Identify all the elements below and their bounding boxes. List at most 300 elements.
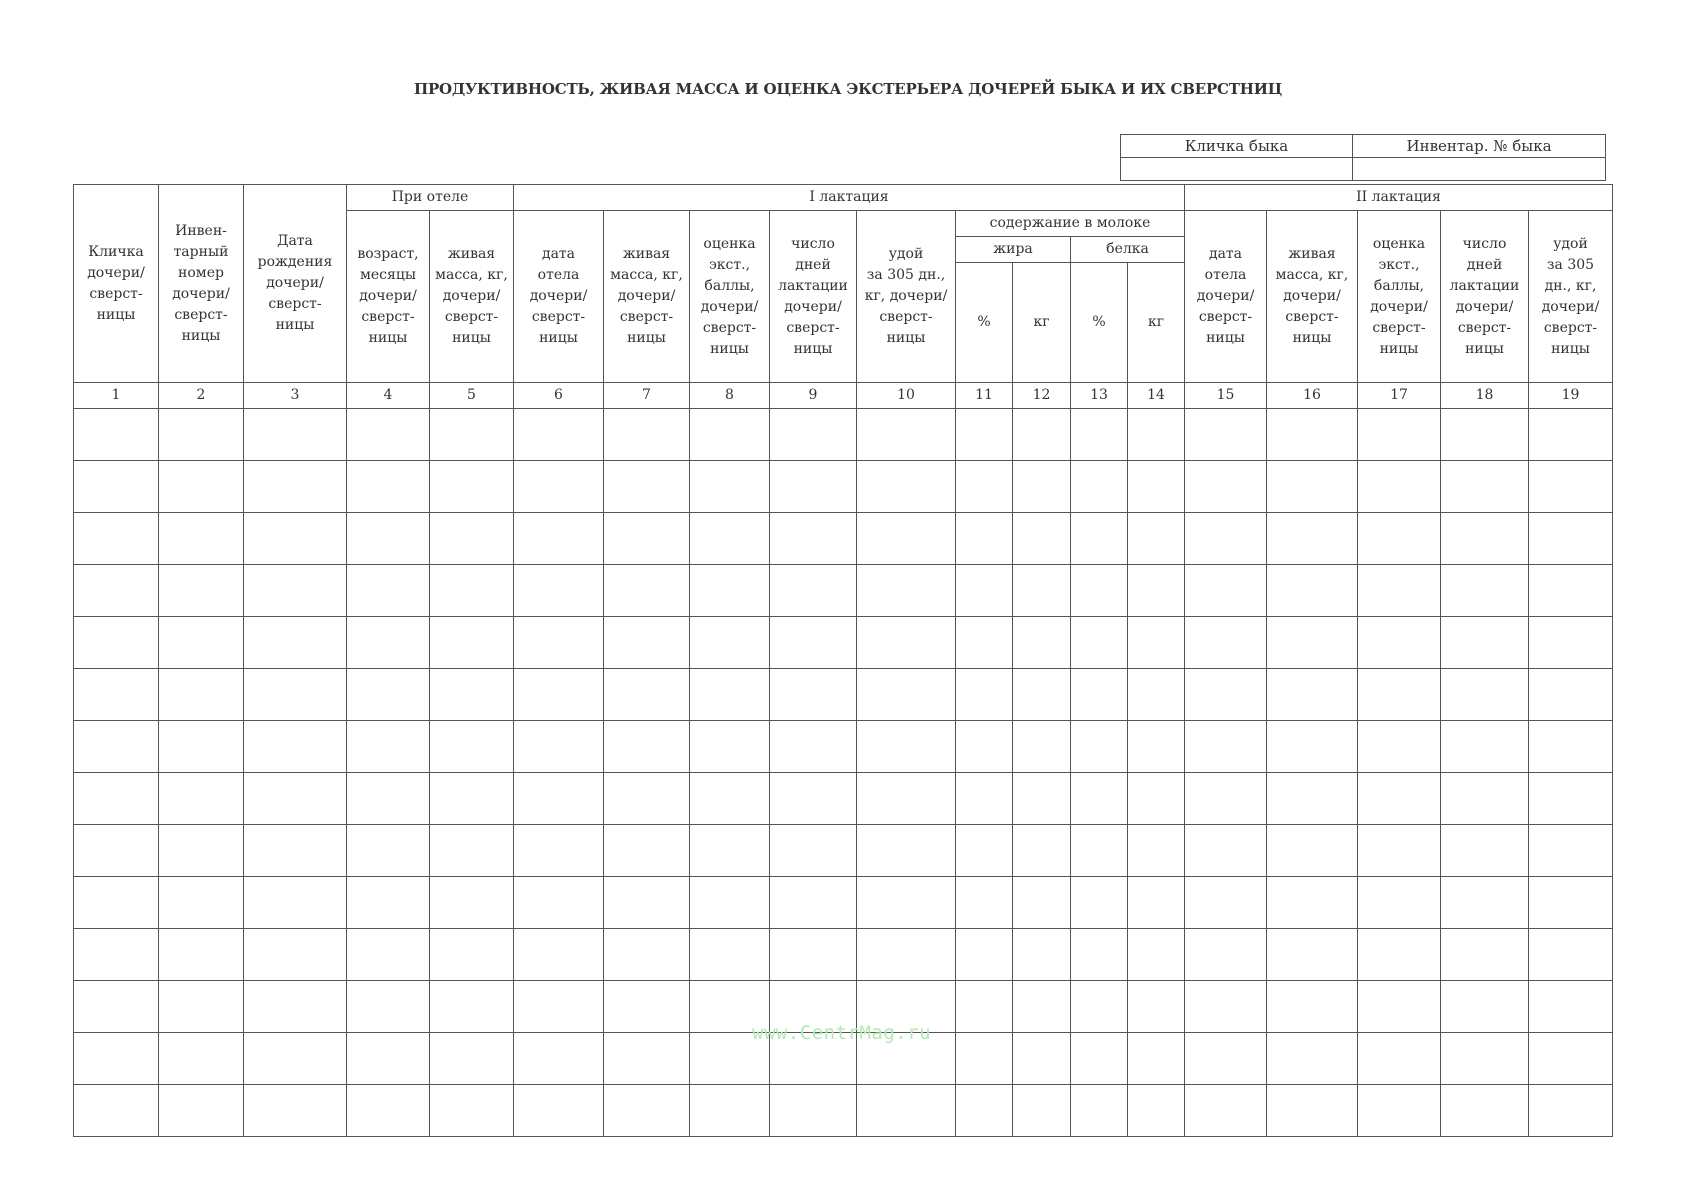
table-cell[interactable] bbox=[770, 825, 857, 877]
table-cell[interactable] bbox=[159, 513, 244, 565]
table-cell[interactable] bbox=[1267, 409, 1358, 461]
table-cell[interactable] bbox=[514, 825, 604, 877]
table-cell[interactable] bbox=[430, 1033, 514, 1085]
table-cell[interactable] bbox=[159, 461, 244, 513]
table-cell[interactable] bbox=[1267, 877, 1358, 929]
table-cell[interactable] bbox=[690, 825, 770, 877]
table-cell[interactable] bbox=[956, 929, 1013, 981]
table-cell[interactable] bbox=[1013, 461, 1071, 513]
table-cell[interactable] bbox=[430, 617, 514, 669]
table-cell[interactable] bbox=[1358, 929, 1441, 981]
table-cell[interactable] bbox=[1071, 825, 1128, 877]
table-cell[interactable] bbox=[347, 513, 430, 565]
table-cell[interactable] bbox=[244, 1085, 347, 1137]
column-number: 6 bbox=[514, 383, 604, 409]
table-cell[interactable] bbox=[770, 461, 857, 513]
table-cell[interactable] bbox=[74, 565, 159, 617]
table-cell[interactable] bbox=[430, 461, 514, 513]
table-cell[interactable] bbox=[347, 461, 430, 513]
table-cell[interactable] bbox=[347, 981, 430, 1033]
table-cell[interactable] bbox=[956, 617, 1013, 669]
table-cell[interactable] bbox=[1358, 409, 1441, 461]
table-cell[interactable] bbox=[159, 669, 244, 721]
table-cell[interactable] bbox=[1529, 565, 1613, 617]
table-cell[interactable] bbox=[1529, 513, 1613, 565]
table-cell[interactable] bbox=[1529, 617, 1613, 669]
col-header-8: оценка экст., баллы, дочери/ сверст- ницы bbox=[690, 211, 770, 383]
table-cell[interactable] bbox=[1441, 565, 1529, 617]
table-cell[interactable] bbox=[1071, 877, 1128, 929]
table-cell[interactable] bbox=[604, 617, 690, 669]
table-cell[interactable] bbox=[159, 721, 244, 773]
table-row bbox=[74, 617, 1613, 669]
table-cell[interactable] bbox=[857, 617, 956, 669]
col-header-2: Инвен- тарный номер дочери/ сверст- ницы bbox=[159, 185, 244, 383]
table-cell[interactable] bbox=[690, 513, 770, 565]
table-cell[interactable] bbox=[1185, 825, 1267, 877]
table-cell[interactable] bbox=[244, 669, 347, 721]
column-number: 9 bbox=[770, 383, 857, 409]
table-cell[interactable] bbox=[1013, 981, 1071, 1033]
table-cell[interactable] bbox=[514, 565, 604, 617]
table-cell[interactable] bbox=[1529, 981, 1613, 1033]
table-cell[interactable] bbox=[1071, 929, 1128, 981]
column-number: 7 bbox=[604, 383, 690, 409]
table-cell[interactable] bbox=[1185, 1085, 1267, 1137]
column-number: 10 bbox=[857, 383, 956, 409]
table-cell[interactable] bbox=[1441, 877, 1529, 929]
table-cell[interactable] bbox=[1267, 929, 1358, 981]
table-cell[interactable] bbox=[857, 1085, 956, 1137]
table-cell[interactable] bbox=[347, 669, 430, 721]
table-cell[interactable] bbox=[956, 513, 1013, 565]
table-cell[interactable] bbox=[1267, 721, 1358, 773]
table-cell[interactable] bbox=[956, 721, 1013, 773]
col-header-14: кг bbox=[1128, 263, 1185, 383]
table-cell[interactable] bbox=[159, 877, 244, 929]
table-cell[interactable] bbox=[857, 773, 956, 825]
table-cell[interactable] bbox=[857, 877, 956, 929]
table-cell[interactable] bbox=[347, 825, 430, 877]
table-cell[interactable] bbox=[1071, 669, 1128, 721]
table-cell[interactable] bbox=[1185, 565, 1267, 617]
table-cell[interactable] bbox=[514, 669, 604, 721]
table-cell[interactable] bbox=[1128, 461, 1185, 513]
table-cell[interactable] bbox=[347, 565, 430, 617]
table-cell[interactable] bbox=[244, 721, 347, 773]
table-cell[interactable] bbox=[1441, 825, 1529, 877]
table-cell[interactable] bbox=[159, 1085, 244, 1137]
table-row bbox=[74, 669, 1613, 721]
table-cell[interactable] bbox=[244, 981, 347, 1033]
col-header-7: живая масса, кг, дочери/ сверст- ницы bbox=[604, 211, 690, 383]
table-cell[interactable] bbox=[430, 513, 514, 565]
table-cell[interactable] bbox=[604, 825, 690, 877]
table-cell[interactable] bbox=[956, 981, 1013, 1033]
column-number: 13 bbox=[1071, 383, 1128, 409]
table-cell[interactable] bbox=[159, 409, 244, 461]
table-cell[interactable] bbox=[514, 773, 604, 825]
table-row bbox=[74, 825, 1613, 877]
table-cell[interactable] bbox=[1185, 929, 1267, 981]
col-header-4: возраст, месяцы дочери/ сверст- ницы bbox=[347, 211, 430, 383]
table-cell[interactable] bbox=[514, 461, 604, 513]
column-number: 5 bbox=[430, 383, 514, 409]
table-cell[interactable] bbox=[1013, 409, 1071, 461]
table-cell[interactable] bbox=[1013, 513, 1071, 565]
table-cell[interactable] bbox=[347, 721, 430, 773]
table-cell[interactable] bbox=[857, 669, 956, 721]
table-cell[interactable] bbox=[1441, 461, 1529, 513]
table-cell[interactable] bbox=[690, 721, 770, 773]
table-cell[interactable] bbox=[956, 409, 1013, 461]
table-cell[interactable] bbox=[74, 669, 159, 721]
table-cell[interactable] bbox=[1358, 513, 1441, 565]
bull-name-field[interactable] bbox=[1121, 158, 1353, 181]
table-cell[interactable] bbox=[1529, 773, 1613, 825]
table-cell[interactable] bbox=[1185, 617, 1267, 669]
table-cell[interactable] bbox=[244, 825, 347, 877]
table-cell[interactable] bbox=[159, 825, 244, 877]
table-cell[interactable] bbox=[514, 1085, 604, 1137]
table-cell[interactable] bbox=[244, 877, 347, 929]
table-cell[interactable] bbox=[1013, 877, 1071, 929]
column-number: 2 bbox=[159, 383, 244, 409]
table-cell[interactable] bbox=[430, 721, 514, 773]
table-cell[interactable] bbox=[1185, 461, 1267, 513]
table-cell[interactable] bbox=[159, 929, 244, 981]
bull-inventory-field[interactable] bbox=[1353, 158, 1606, 181]
table-cell[interactable] bbox=[770, 773, 857, 825]
table-cell[interactable] bbox=[74, 721, 159, 773]
table-cell[interactable] bbox=[74, 513, 159, 565]
table-cell[interactable] bbox=[690, 409, 770, 461]
table-cell[interactable] bbox=[1267, 981, 1358, 1033]
table-cell[interactable] bbox=[956, 1085, 1013, 1137]
table-cell[interactable] bbox=[1071, 773, 1128, 825]
table-cell[interactable] bbox=[690, 929, 770, 981]
table-cell[interactable] bbox=[770, 929, 857, 981]
table-cell[interactable] bbox=[1529, 1033, 1613, 1085]
table-cell[interactable] bbox=[1441, 929, 1529, 981]
table-cell[interactable] bbox=[159, 981, 244, 1033]
table-cell[interactable] bbox=[770, 721, 857, 773]
table-cell[interactable] bbox=[74, 981, 159, 1033]
table-cell[interactable] bbox=[857, 825, 956, 877]
table-cell[interactable] bbox=[1013, 669, 1071, 721]
table-cell[interactable] bbox=[1128, 409, 1185, 461]
table-row bbox=[74, 513, 1613, 565]
group-header-calving: При отеле bbox=[347, 185, 514, 211]
table-cell[interactable] bbox=[74, 825, 159, 877]
table-cell[interactable] bbox=[347, 773, 430, 825]
table-cell[interactable] bbox=[690, 773, 770, 825]
table-cell[interactable] bbox=[604, 409, 690, 461]
page-title: ПРОДУКТИВНОСТЬ, ЖИВАЯ МАССА И ОЦЕНКА ЭКСТЕРЬЕРА ДОЧЕРЕЙ БЫКА И ИХ СВЕРСТНИЦ bbox=[413, 80, 1282, 98]
column-number: 14 bbox=[1128, 383, 1185, 409]
table-cell[interactable] bbox=[1529, 929, 1613, 981]
col-header-10: удой за 305 дн., кг, дочери/ сверст- ницы bbox=[857, 211, 956, 383]
table-cell[interactable] bbox=[690, 877, 770, 929]
table-cell[interactable] bbox=[514, 1033, 604, 1085]
column-number: 12 bbox=[1013, 383, 1071, 409]
table-cell[interactable] bbox=[159, 773, 244, 825]
table-cell[interactable] bbox=[1267, 825, 1358, 877]
table-cell[interactable] bbox=[770, 513, 857, 565]
table-cell[interactable] bbox=[604, 981, 690, 1033]
table-cell[interactable] bbox=[514, 409, 604, 461]
table-cell[interactable] bbox=[430, 981, 514, 1033]
table-cell[interactable] bbox=[604, 929, 690, 981]
table-cell[interactable] bbox=[857, 565, 956, 617]
table-cell[interactable] bbox=[514, 929, 604, 981]
table-cell[interactable] bbox=[1529, 461, 1613, 513]
table-cell[interactable] bbox=[1013, 1033, 1071, 1085]
table-cell[interactable] bbox=[430, 669, 514, 721]
table-cell[interactable] bbox=[347, 929, 430, 981]
table-cell[interactable] bbox=[857, 461, 956, 513]
table-cell[interactable] bbox=[244, 617, 347, 669]
table-cell[interactable] bbox=[1267, 513, 1358, 565]
table-cell[interactable] bbox=[1128, 877, 1185, 929]
table-cell[interactable] bbox=[1441, 513, 1529, 565]
table-cell[interactable] bbox=[430, 929, 514, 981]
table-cell[interactable] bbox=[430, 773, 514, 825]
table-cell[interactable] bbox=[1128, 1033, 1185, 1085]
table-cell[interactable] bbox=[956, 877, 1013, 929]
table-cell[interactable] bbox=[1071, 721, 1128, 773]
table-cell[interactable] bbox=[347, 877, 430, 929]
table-cell[interactable] bbox=[770, 877, 857, 929]
table-cell[interactable] bbox=[1358, 981, 1441, 1033]
table-cell[interactable] bbox=[1071, 513, 1128, 565]
table-cell[interactable] bbox=[956, 461, 1013, 513]
table-cell[interactable] bbox=[244, 409, 347, 461]
table-cell[interactable] bbox=[159, 565, 244, 617]
table-cell[interactable] bbox=[514, 981, 604, 1033]
table-cell[interactable] bbox=[1358, 773, 1441, 825]
table-cell[interactable] bbox=[1071, 565, 1128, 617]
table-cell[interactable] bbox=[690, 617, 770, 669]
table-cell[interactable] bbox=[1185, 409, 1267, 461]
table-cell[interactable] bbox=[1358, 877, 1441, 929]
table-cell[interactable] bbox=[690, 1085, 770, 1137]
table-cell[interactable] bbox=[1185, 981, 1267, 1033]
table-cell[interactable] bbox=[1358, 617, 1441, 669]
bull-inventory-label: Инвентар. № быка bbox=[1353, 135, 1606, 158]
table-cell[interactable] bbox=[244, 565, 347, 617]
table-cell[interactable] bbox=[74, 773, 159, 825]
table-cell[interactable] bbox=[74, 877, 159, 929]
table-cell[interactable] bbox=[956, 773, 1013, 825]
table-cell[interactable] bbox=[1358, 825, 1441, 877]
table-cell[interactable] bbox=[1358, 461, 1441, 513]
table-cell[interactable] bbox=[1071, 981, 1128, 1033]
table-cell[interactable] bbox=[1013, 773, 1071, 825]
table-cell[interactable] bbox=[1267, 1085, 1358, 1137]
table-cell[interactable] bbox=[1185, 877, 1267, 929]
table-cell[interactable] bbox=[244, 513, 347, 565]
table-cell[interactable] bbox=[1128, 669, 1185, 721]
table-cell[interactable] bbox=[74, 929, 159, 981]
table-cell[interactable] bbox=[1358, 565, 1441, 617]
table-cell[interactable] bbox=[1441, 409, 1529, 461]
table-cell[interactable] bbox=[1013, 929, 1071, 981]
table-cell[interactable] bbox=[1185, 669, 1267, 721]
table-cell[interactable] bbox=[1529, 669, 1613, 721]
table-cell[interactable] bbox=[1128, 721, 1185, 773]
table-cell[interactable] bbox=[514, 721, 604, 773]
table-cell[interactable] bbox=[1013, 565, 1071, 617]
table-cell[interactable] bbox=[347, 1033, 430, 1085]
column-number: 11 bbox=[956, 383, 1013, 409]
table-cell[interactable] bbox=[1358, 1085, 1441, 1137]
table-cell[interactable] bbox=[1441, 981, 1529, 1033]
table-cell[interactable] bbox=[1071, 1033, 1128, 1085]
table-cell[interactable] bbox=[956, 565, 1013, 617]
table-cell[interactable] bbox=[1128, 617, 1185, 669]
table-cell[interactable] bbox=[1071, 1085, 1128, 1137]
table-cell[interactable] bbox=[514, 617, 604, 669]
table-cell[interactable] bbox=[956, 825, 1013, 877]
column-number: 1 bbox=[74, 383, 159, 409]
table-cell[interactable] bbox=[1013, 1085, 1071, 1137]
table-cell[interactable] bbox=[770, 669, 857, 721]
table-cell[interactable] bbox=[347, 409, 430, 461]
table-cell[interactable] bbox=[1013, 825, 1071, 877]
table-cell[interactable] bbox=[604, 565, 690, 617]
table-cell[interactable] bbox=[1071, 409, 1128, 461]
table-cell[interactable] bbox=[159, 617, 244, 669]
table-cell[interactable] bbox=[430, 1085, 514, 1137]
table-cell[interactable] bbox=[1267, 565, 1358, 617]
table-cell[interactable] bbox=[770, 409, 857, 461]
table-cell[interactable] bbox=[1358, 669, 1441, 721]
table-cell[interactable] bbox=[1529, 877, 1613, 929]
table-row bbox=[74, 877, 1613, 929]
table-cell[interactable] bbox=[1071, 461, 1128, 513]
table-cell[interactable] bbox=[1185, 513, 1267, 565]
table-cell[interactable] bbox=[1128, 565, 1185, 617]
table-cell[interactable] bbox=[244, 773, 347, 825]
table-cell[interactable] bbox=[514, 877, 604, 929]
table-cell[interactable] bbox=[1529, 1085, 1613, 1137]
table-cell[interactable] bbox=[430, 825, 514, 877]
table-cell[interactable] bbox=[1267, 461, 1358, 513]
table-cell[interactable] bbox=[244, 929, 347, 981]
group-header-lactation-2: II лактация bbox=[1185, 185, 1613, 211]
table-cell[interactable] bbox=[857, 929, 956, 981]
table-cell[interactable] bbox=[1071, 617, 1128, 669]
table-cell[interactable] bbox=[1529, 721, 1613, 773]
table-cell[interactable] bbox=[690, 461, 770, 513]
watermark: www.CentrMag.ru bbox=[752, 1022, 932, 1044]
table-cell[interactable] bbox=[244, 461, 347, 513]
table-cell[interactable] bbox=[1267, 669, 1358, 721]
table-cell[interactable] bbox=[1128, 929, 1185, 981]
table-cell[interactable] bbox=[74, 1033, 159, 1085]
table-cell[interactable] bbox=[1529, 825, 1613, 877]
table-cell[interactable] bbox=[347, 1085, 430, 1137]
table-cell[interactable] bbox=[857, 721, 956, 773]
table-cell[interactable] bbox=[1128, 1085, 1185, 1137]
table-cell[interactable] bbox=[604, 669, 690, 721]
table-cell[interactable] bbox=[1358, 1033, 1441, 1085]
col-header-19: удой за 305 дн., кг, дочери/ сверст- ницы bbox=[1529, 211, 1613, 383]
table-cell[interactable] bbox=[1185, 773, 1267, 825]
table-cell[interactable] bbox=[770, 565, 857, 617]
table-cell[interactable] bbox=[1441, 669, 1529, 721]
table-cell[interactable] bbox=[604, 1033, 690, 1085]
column-number: 16 bbox=[1267, 383, 1358, 409]
table-cell[interactable] bbox=[1441, 1033, 1529, 1085]
table-cell[interactable] bbox=[604, 461, 690, 513]
col-header-18: число дней лактации дочери/ сверст- ницы bbox=[1441, 211, 1529, 383]
table-cell[interactable] bbox=[1267, 1033, 1358, 1085]
table-cell[interactable] bbox=[514, 513, 604, 565]
table-cell[interactable] bbox=[74, 1085, 159, 1137]
table-cell[interactable] bbox=[1128, 773, 1185, 825]
table-cell[interactable] bbox=[690, 565, 770, 617]
table-cell[interactable] bbox=[604, 1085, 690, 1137]
table-cell[interactable] bbox=[1128, 981, 1185, 1033]
table-cell[interactable] bbox=[430, 565, 514, 617]
table-cell[interactable] bbox=[1441, 617, 1529, 669]
table-cell[interactable] bbox=[1013, 721, 1071, 773]
table-cell[interactable] bbox=[74, 409, 159, 461]
table-cell[interactable] bbox=[1267, 617, 1358, 669]
table-cell[interactable] bbox=[1185, 1033, 1267, 1085]
table-cell[interactable] bbox=[604, 721, 690, 773]
table-cell[interactable] bbox=[1358, 721, 1441, 773]
data-table bbox=[73, 184, 1613, 1137]
table-row bbox=[74, 1085, 1613, 1137]
table-cell[interactable] bbox=[244, 1033, 347, 1085]
col-header-16: живая масса, кг, дочери/ сверст- ницы bbox=[1267, 211, 1358, 383]
table-cell[interactable] bbox=[956, 669, 1013, 721]
table-cell[interactable] bbox=[1441, 1085, 1529, 1137]
table-cell[interactable] bbox=[604, 877, 690, 929]
table-cell[interactable] bbox=[1185, 721, 1267, 773]
table-cell[interactable] bbox=[1267, 773, 1358, 825]
table-cell[interactable] bbox=[347, 617, 430, 669]
bull-info-box bbox=[1120, 134, 1606, 181]
table-cell[interactable] bbox=[1441, 773, 1529, 825]
table-cell[interactable] bbox=[857, 513, 956, 565]
column-number: 8 bbox=[690, 383, 770, 409]
table-cell[interactable] bbox=[857, 409, 956, 461]
column-number: 17 bbox=[1358, 383, 1441, 409]
table-cell[interactable] bbox=[1013, 617, 1071, 669]
table-cell[interactable] bbox=[1529, 409, 1613, 461]
table-cell[interactable] bbox=[1441, 721, 1529, 773]
table-cell[interactable] bbox=[690, 669, 770, 721]
table-cell[interactable] bbox=[604, 773, 690, 825]
table-row bbox=[74, 409, 1613, 461]
table-cell[interactable] bbox=[956, 1033, 1013, 1085]
table-cell[interactable] bbox=[74, 461, 159, 513]
table-cell[interactable] bbox=[74, 617, 159, 669]
table-cell[interactable] bbox=[430, 409, 514, 461]
table-cell[interactable] bbox=[1128, 825, 1185, 877]
table-cell[interactable] bbox=[159, 1033, 244, 1085]
table-cell[interactable] bbox=[604, 513, 690, 565]
table-cell[interactable] bbox=[1128, 513, 1185, 565]
table-cell[interactable] bbox=[770, 617, 857, 669]
table-cell[interactable] bbox=[430, 877, 514, 929]
col-header-11: % bbox=[956, 263, 1013, 383]
table-cell[interactable] bbox=[770, 1085, 857, 1137]
